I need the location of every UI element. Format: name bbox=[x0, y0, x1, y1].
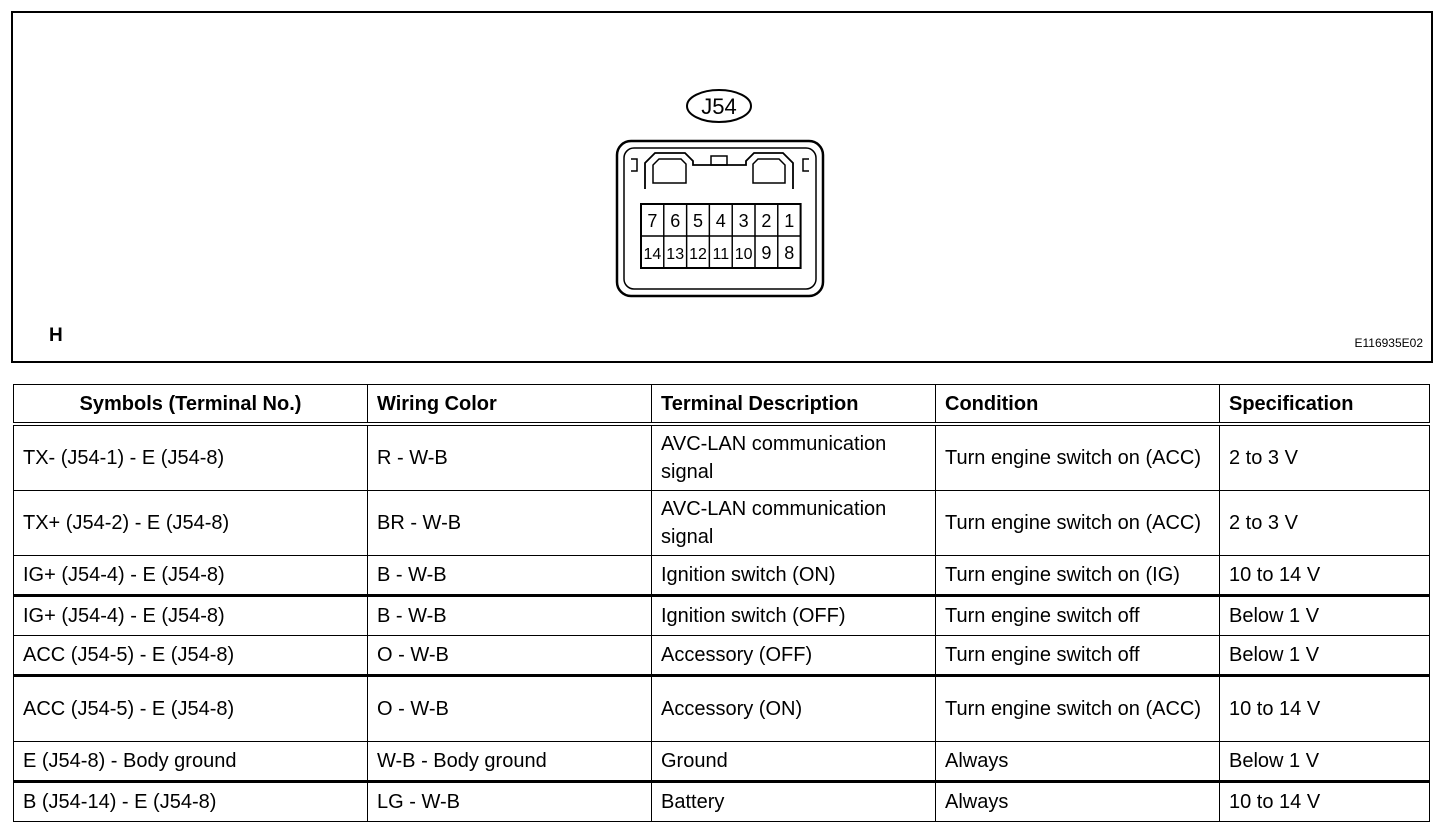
table-row bbox=[14, 636, 1430, 676]
cell-wiring: R - W-B bbox=[368, 424, 652, 491]
table-row bbox=[14, 556, 1430, 596]
cell-condition: Turn engine switch off bbox=[936, 596, 1220, 636]
header-symbols: Symbols (Terminal No.) bbox=[14, 385, 368, 425]
pin-label-6: 6 bbox=[670, 211, 681, 231]
header-wiring-color: Wiring Color bbox=[368, 385, 652, 425]
table-row bbox=[14, 782, 1430, 822]
cell-wiring: B - W-B bbox=[368, 556, 652, 596]
cell-description: AVC-LAN communication signal bbox=[652, 424, 936, 491]
cell-symbol: E (J54-8) - Body ground bbox=[14, 742, 368, 782]
cell-description: Battery bbox=[652, 782, 936, 822]
cell-condition: Turn engine switch on (ACC) bbox=[936, 491, 1220, 556]
cell-description: Ignition switch (OFF) bbox=[652, 596, 936, 636]
connector-figure bbox=[11, 11, 1433, 363]
cell-condition: Always bbox=[936, 742, 1220, 782]
cell-description: Ignition switch (ON) bbox=[652, 556, 936, 596]
cell-description: AVC-LAN communication signal bbox=[652, 491, 936, 556]
cell-symbol: ACC (J54-5) - E (J54-8) bbox=[14, 636, 368, 676]
pin-label-12: 12 bbox=[689, 246, 707, 263]
lock-key bbox=[711, 156, 727, 165]
pin-label-11: 11 bbox=[712, 246, 730, 263]
header-condition: Condition bbox=[936, 385, 1220, 425]
pin-label-10: 10 bbox=[734, 246, 753, 263]
cell-description: Accessory (OFF) bbox=[652, 636, 936, 676]
cell-description: Ground bbox=[652, 742, 936, 782]
cell-condition: Turn engine switch on (IG) bbox=[936, 556, 1220, 596]
side-latch-right bbox=[803, 159, 809, 171]
cell-wiring: B - W-B bbox=[368, 596, 652, 636]
connector-diagram bbox=[13, 13, 1431, 361]
cell-wiring: O - W-B bbox=[368, 636, 652, 676]
table-row bbox=[14, 676, 1430, 742]
cell-spec: 2 to 3 V bbox=[1220, 491, 1430, 556]
pin-label-2: 2 bbox=[761, 211, 772, 231]
cell-symbol: ACC (J54-5) - E (J54-8) bbox=[14, 676, 368, 742]
pin-label-8: 8 bbox=[784, 243, 795, 263]
pin-grid bbox=[641, 204, 801, 268]
pin-label-1: 1 bbox=[784, 211, 795, 231]
connector-label: J54 bbox=[701, 94, 737, 119]
cell-condition: Turn engine switch on (ACC) bbox=[936, 424, 1220, 491]
side-latch-left bbox=[631, 159, 637, 171]
cell-symbol: TX- (J54-1) - E (J54-8) bbox=[14, 424, 368, 491]
figure-left-label: H bbox=[49, 325, 63, 346]
pin-label-4: 4 bbox=[715, 211, 726, 231]
cell-symbol: IG+ (J54-4) - E (J54-8) bbox=[14, 556, 368, 596]
table-row bbox=[14, 424, 1430, 491]
pin-label-9: 9 bbox=[761, 243, 772, 263]
cell-spec: 10 to 14 V bbox=[1220, 676, 1430, 742]
cell-wiring: W-B - Body ground bbox=[368, 742, 652, 782]
cell-symbol: IG+ (J54-4) - E (J54-8) bbox=[14, 596, 368, 636]
cell-wiring: BR - W-B bbox=[368, 491, 652, 556]
table-row bbox=[14, 491, 1430, 556]
header-terminal-description: Terminal Description bbox=[652, 385, 936, 425]
cell-spec: 10 to 14 V bbox=[1220, 782, 1430, 822]
pin-label-3: 3 bbox=[738, 211, 749, 231]
cell-spec: 2 to 3 V bbox=[1220, 424, 1430, 491]
cell-wiring: O - W-B bbox=[368, 676, 652, 742]
lock-tab-right bbox=[753, 159, 785, 183]
table-row bbox=[14, 596, 1430, 636]
figure-code: E116935E02 bbox=[1354, 336, 1423, 350]
pin-label-14: 14 bbox=[643, 246, 662, 263]
cell-spec: Below 1 V bbox=[1220, 636, 1430, 676]
cell-symbol: TX+ (J54-2) - E (J54-8) bbox=[14, 491, 368, 556]
cell-wiring: LG - W-B bbox=[368, 782, 652, 822]
cell-symbol: B (J54-14) - E (J54-8) bbox=[14, 782, 368, 822]
pin-label-13: 13 bbox=[666, 246, 685, 263]
table-header-row bbox=[14, 385, 1430, 425]
table-row bbox=[14, 742, 1430, 782]
cell-spec: 10 to 14 V bbox=[1220, 556, 1430, 596]
pin-label-7: 7 bbox=[647, 211, 658, 231]
cell-spec: Below 1 V bbox=[1220, 596, 1430, 636]
terminal-spec-table bbox=[13, 384, 1430, 822]
cell-condition: Turn engine switch off bbox=[936, 636, 1220, 676]
lock-tab-left bbox=[653, 159, 686, 183]
cell-condition: Turn engine switch on (ACC) bbox=[936, 676, 1220, 742]
cell-description: Accessory (ON) bbox=[652, 676, 936, 742]
cell-spec: Below 1 V bbox=[1220, 742, 1430, 782]
cell-condition: Always bbox=[936, 782, 1220, 822]
pin-label-5: 5 bbox=[692, 211, 704, 231]
header-specification: Specification bbox=[1220, 385, 1430, 425]
